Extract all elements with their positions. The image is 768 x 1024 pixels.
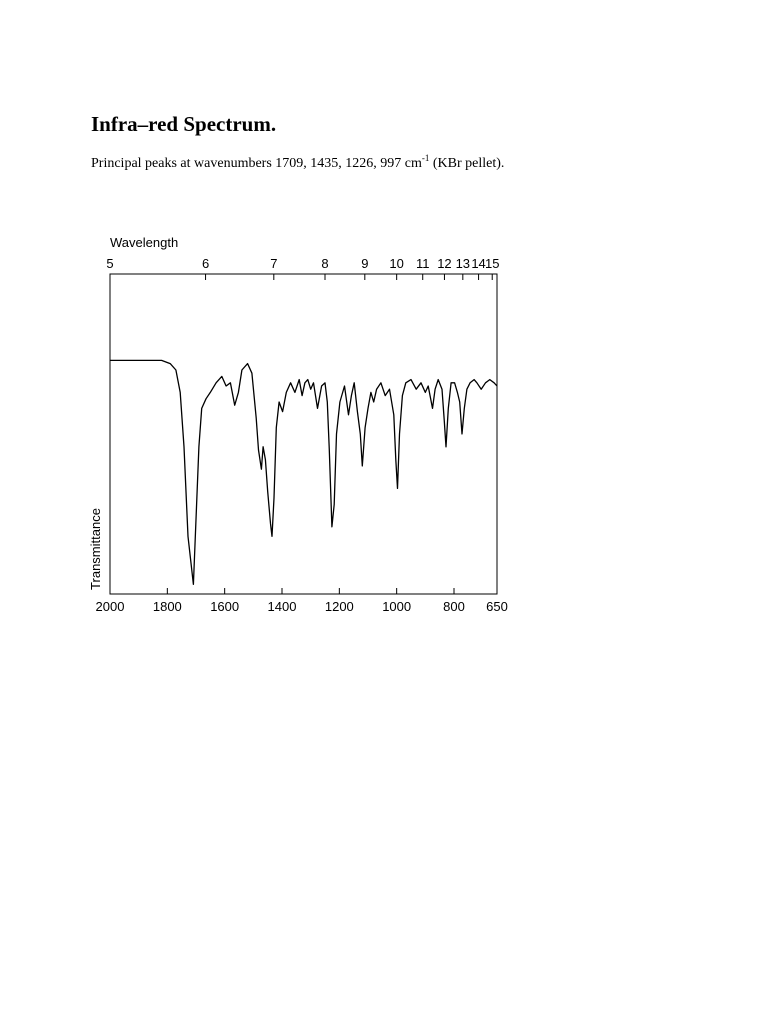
caption-suffix: (KBr pellet). [429,156,505,171]
bottom-tick-label: 1400 [267,599,297,614]
bottom-tick-label: 1000 [382,599,412,614]
top-axis-label: Wavelength [110,235,179,250]
bottom-tick-label: 1200 [324,599,354,614]
bottom-tick-label: 650 [486,599,508,614]
top-tick-label: 9 [361,256,369,271]
top-tick-label: 7 [270,256,278,271]
top-tick-label: 5 [106,256,114,271]
top-axis-ticks [106,256,499,280]
bottom-tick-label: 1600 [210,599,240,614]
top-tick-label: 6 [201,256,210,271]
plot-frame [110,274,497,594]
top-tick-label: 11 [415,256,430,271]
bottom-tick-label: 2000 [95,599,125,614]
bottom-tick-label: 1800 [152,599,182,614]
top-tick-label: 8 [321,256,329,271]
caption-text: Principal peaks at wavenumbers 1709, 1435, 1226, 997 cm [91,156,422,171]
top-tick-label: 10 [389,256,404,271]
y-axis-label: Transmittance [88,508,103,590]
spectrum-line [110,360,497,584]
top-tick-label: 13 [455,256,471,271]
page-title: Infra–red Spectrum. [91,112,277,136]
bottom-tick-label: 800 [443,599,465,614]
top-tick-label: 12 [437,256,452,271]
caption-superscript: -1 [421,153,430,163]
bottom-axis-ticks [96,588,508,614]
top-tick-label: 14 [471,256,486,271]
top-tick-label: 15 [484,256,500,271]
